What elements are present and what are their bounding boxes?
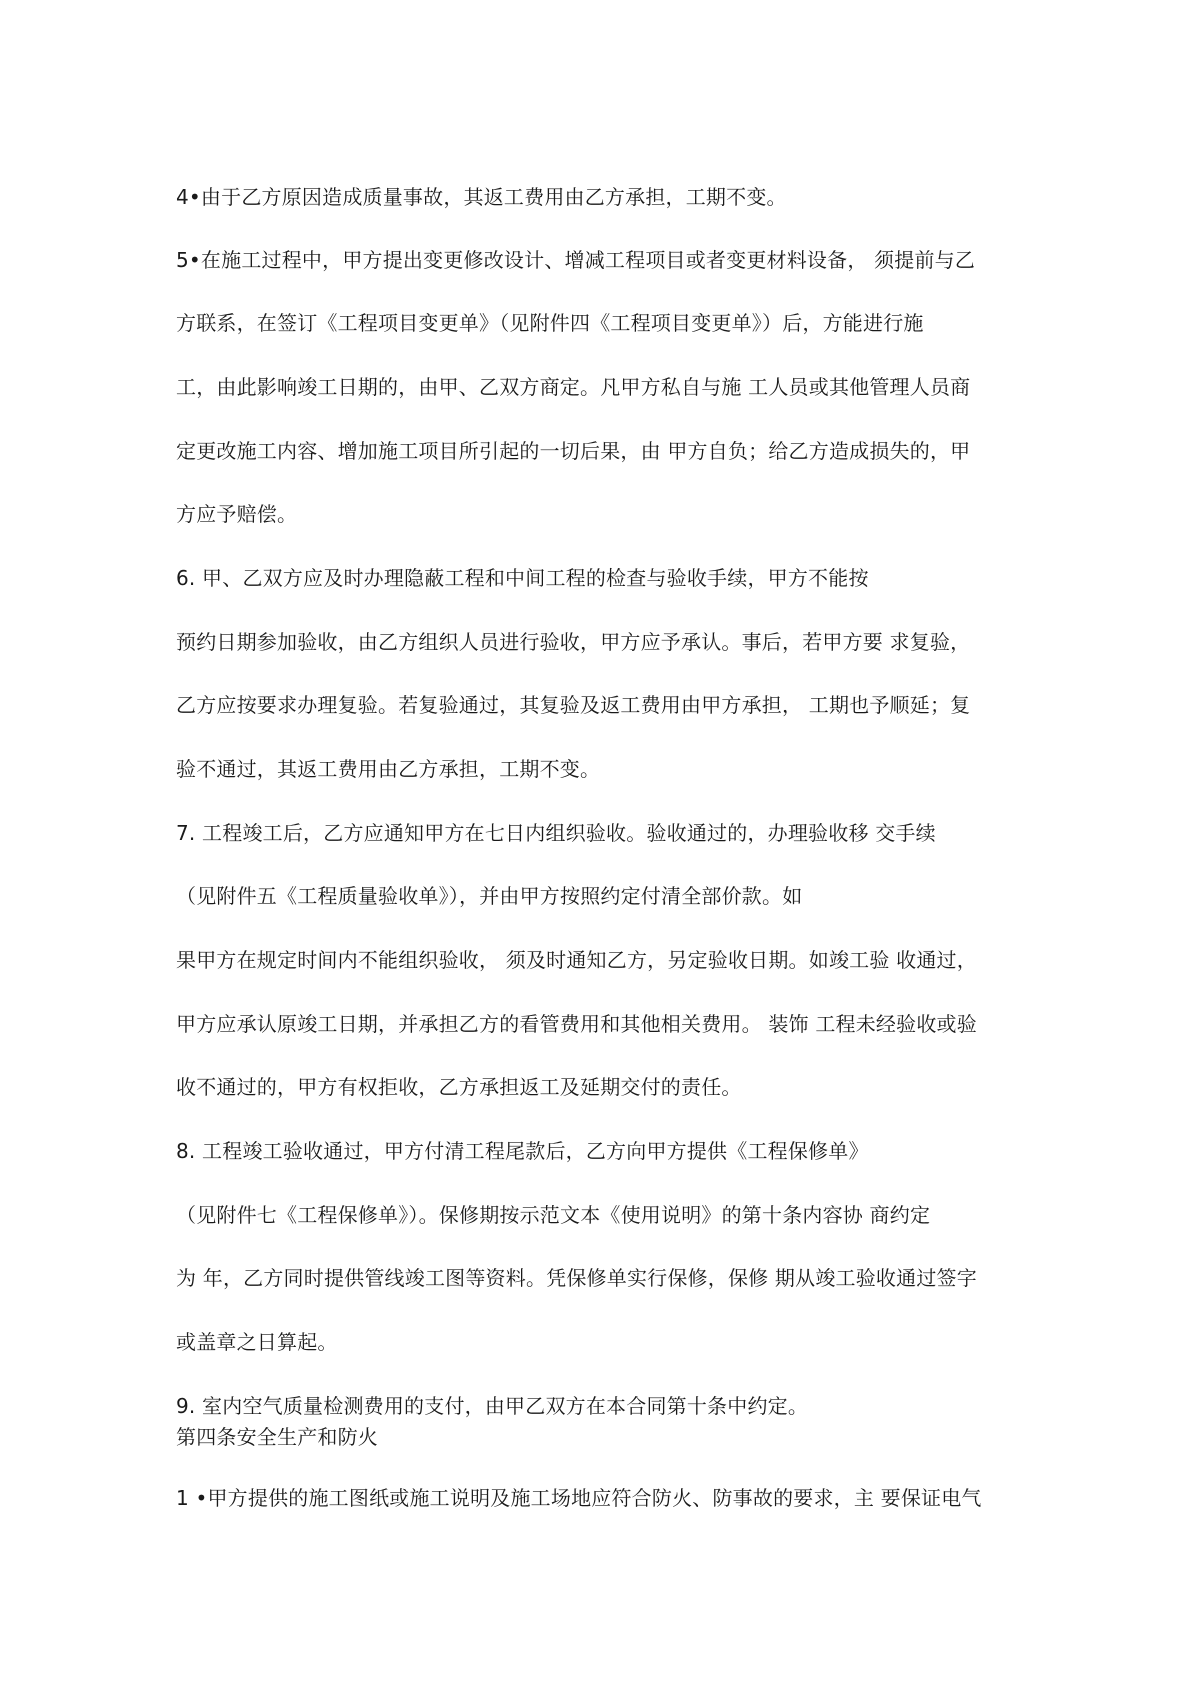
text-line: （见附件五《工程质量验收单》），并由甲方按照约定付清全部价款。如 xyxy=(176,884,803,908)
text-line: 预约日期参加验收，由乙方组织人员进行验收，甲方应予承认。事后，若甲方要 求复验， xyxy=(176,630,971,654)
text-line: 或盖章之日算起。 xyxy=(176,1330,338,1354)
section-heading: 第四条安全生产和防火 xyxy=(176,1425,378,1449)
text-line: 7. 工程竣工后，乙方应通知甲方在七日内组织验收。验收通过的，办理验收移 交手续 xyxy=(176,821,936,845)
text-line: 收不通过的，甲方有权拒收，乙方承担返工及延期交付的责任。 xyxy=(176,1075,742,1099)
text-line: （见附件七《工程保修单》）。保修期按示范文本《使用说明》的第十条内容协 商约定 xyxy=(176,1203,931,1227)
text-line: 方应予赔偿。 xyxy=(176,502,298,526)
text-line: 8. 工程竣工验收通过，甲方付清工程尾款后，乙方向甲方提供《工程保修单》 xyxy=(176,1139,869,1163)
text-line: 乙方应按要求办理复验。若复验通过，其复验及返工费用由甲方承担， 工期也予顺延；复 xyxy=(176,693,971,717)
text-line: 1 •甲方提供的施工图纸或施工说明及施工场地应符合防火、防事故的要求，主 要保证电气 xyxy=(176,1486,982,1510)
text-line: 4•由于乙方原因造成质量事故，其返工费用由乙方承担，工期不变。 xyxy=(176,185,787,209)
text-line: 为 年，乙方同时提供管线竣工图等资料。凭保修单实行保修，保修 期从竣工验收通过签字 xyxy=(176,1266,977,1290)
text-line: 定更改施工内容、增加施工项目所引起的一切后果，由 甲方自负；给乙方造成损失的，甲 xyxy=(176,439,971,463)
text-line: 工，由此影响竣工日期的，由甲、乙双方商定。凡甲方私自与施 工人员或其他管理人员商 xyxy=(176,375,971,399)
text-line: 甲方应承认原竣工日期，并承担乙方的看管费用和其他相关费用。 装饰 工程未经验收或验 xyxy=(176,1012,977,1036)
text-line: 果甲方在规定时间内不能组织验收， 须及时通知乙方，另定验收日期。如竣工验 收通过， xyxy=(176,948,977,972)
text-line: 6. 甲、乙双方应及时办理隐蔽工程和中间工程的检查与验收手续，甲方不能按 xyxy=(176,566,869,590)
text-line: 方联系，在签订《工程项目变更单》（见附件四《工程项目变更单》）后，方能进行施 xyxy=(176,311,924,335)
text-line: 9. 室内空气质量检测费用的支付，由甲乙双方在本合同第十条中约定。 xyxy=(176,1394,809,1418)
text-line: 验不通过，其返工费用由乙方承担，工期不变。 xyxy=(176,757,601,781)
text-line: 5•在施工过程中，甲方提出变更修改设计、增减工程项目或者变更材料设备， 须提前与乙 xyxy=(176,248,976,272)
